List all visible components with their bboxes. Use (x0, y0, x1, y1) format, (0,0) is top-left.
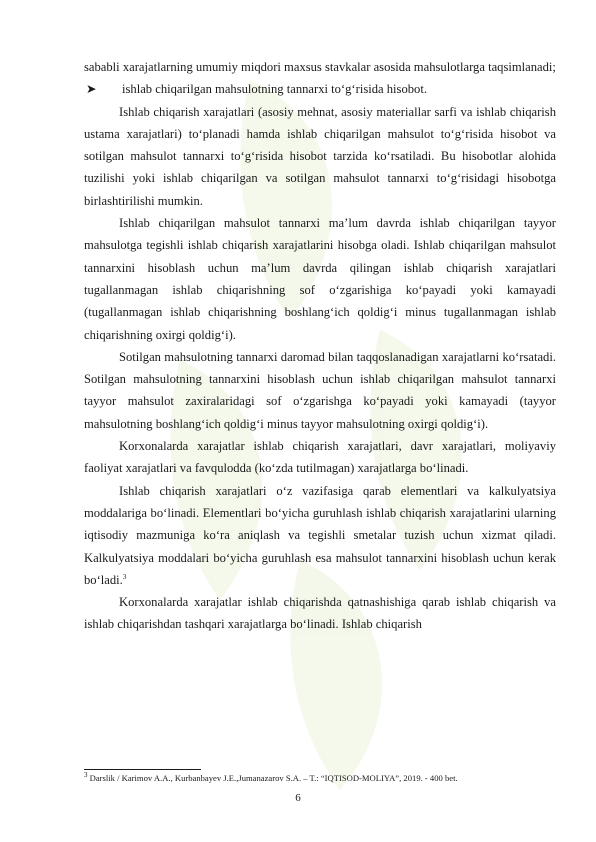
paragraph-text: Ishlab chiqarish xarajatlari o‘z vazifasiga qarab elementlari va kalkulyatsiya moddalariga bo‘linadi. Elementlari bo‘yicha guruhlash ishlab chiqarish xarajatlarini ularning iqtisodiy mazmuniga ko‘ra aniqlash va tegishli smetalar tuzish uchun xizmat qiladi. Kalkulyatsiya moddalari bo‘yicha guruhlash esa mahsulot tannarxini hisoblash uchun kerak bo‘ladi. (84, 483, 556, 587)
footnote-text: Darslik / Karimov A.A., Kurbanbayev J.E.,Jumanazarov S.A. – T.: “IQTISOD-MOLIYA”, 2019. - 400 bet. (89, 773, 458, 783)
footnote-number: 3 (84, 771, 88, 780)
paragraph: Korxonalarda xarajatlar ishlab chiqarishda qatnashishiga qarab ishlab chiqarish va ishlab chiqarishdan tashqari xarajatlarga bo‘linadi. Ishlab chiqarish (84, 595, 556, 632)
bullet-text: ishlab chiqarilgan mahsulotning tannarxi to‘g‘risida hisobot. (122, 82, 427, 97)
paragraph: Ishlab chiqarish xarajatlari (asosiy mehnat, asosiy materiallar sarfi va ishlab chiqarish ustama xarajatlari) to‘planadi hamda ishlab chiqarilgan mahsulot to‘g‘risida hisobot va sotilgan mahsulot tannarxi to‘g‘risida hisobot tarzida ko‘rsatiladi. Bu hisobotlar alohida tuzilishi yoki ishlab chiqarilgan va sotilgan mahsulot tannarxi to‘g‘risidagi hisobotga birlashtirilishi mumkin. (84, 104, 556, 208)
paragraph-with-footnote-ref (84, 480, 556, 591)
footnote (84, 772, 556, 784)
paragraph-continuation: sababli xarajatlarning umumiy miqdori maxsus stavkalar asosida mahsulotlarga taqsimlanadi; (84, 60, 556, 74)
page-number: 6 (295, 792, 301, 804)
paragraph: Korxonalarda xarajatlar ishlab chiqarish xarajatlari, davr xarajatlari, moliyaviy faoliyat xarajatlari va favqulodda (ko‘zda tutilmagan) xarajatlarga bo‘linadi. (84, 439, 556, 476)
paragraph: Ishlab chiqarilgan mahsulot tannarxi ma’lum davrda ishlab chiqarilgan tayyor mahsulotga tegishli ishlab chiqarish xarajatlarini hisobga oladi. Ishlab chiqarilgan mahsulot tannarxini hisoblash uchun ma’lum davrda qilingan ishlab chiqarish xarajatlari tugallanmagan ishlab chiqarishning sof o‘zgarishiga ko‘payadi yoki kamayadi (tugallanmagan ishlab chiqarishning boshlang‘ich qoldig‘i minus tugallanmagan ishlab chiqarishning oxirgi qoldig‘i). (84, 216, 556, 342)
document-body (84, 56, 556, 636)
bullet-item (84, 78, 556, 100)
footnote-reference[interactable]: 3 (122, 572, 127, 581)
arrowhead-bullet-icon: ➤ (86, 82, 97, 97)
paragraph: Sotilgan mahsulotning tannarxi daromad bilan taqqoslanadigan xarajatlarni ko‘rsatadi. Sotilgan mahsulotning tannarxini hisoblash uchun ishlab chiqarilgan mahsulot tannarxi tayyor mahsulot zaxiralaridagi sof o‘zgarishga ko‘payadi yoki kamayadi (tayyor mahsulotning boshlang‘ich qoldig‘i minus tayyor mahsulotning oxirgi qoldig‘i). (84, 349, 556, 431)
footnote-separator (84, 769, 201, 770)
